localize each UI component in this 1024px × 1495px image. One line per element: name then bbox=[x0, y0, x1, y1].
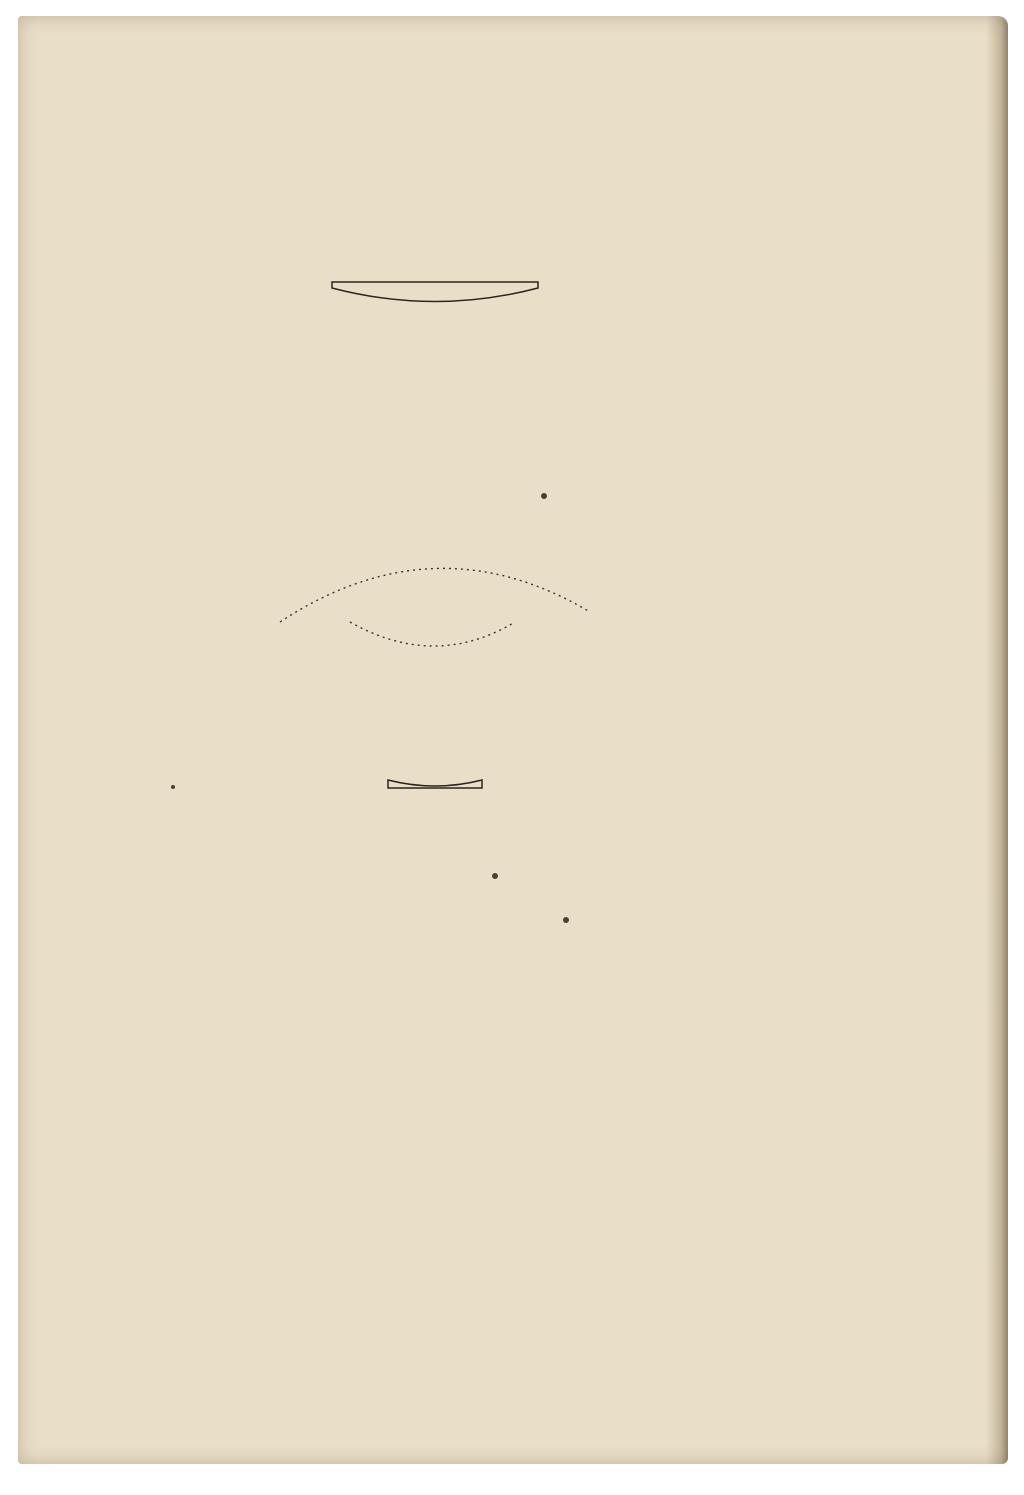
focal-arc-inner bbox=[350, 622, 515, 646]
ink-speck bbox=[492, 873, 498, 879]
ink-speck bbox=[541, 493, 547, 499]
focal-arc-outer bbox=[280, 568, 590, 622]
page-edge-shadow bbox=[986, 16, 1008, 1464]
ink-speck bbox=[563, 917, 569, 923]
upper-lens bbox=[332, 282, 538, 302]
page-header bbox=[0, 82, 1024, 122]
lower-lens bbox=[388, 780, 482, 788]
dioptric-ray-diagram bbox=[270, 140, 600, 900]
ink-speck bbox=[171, 785, 175, 789]
